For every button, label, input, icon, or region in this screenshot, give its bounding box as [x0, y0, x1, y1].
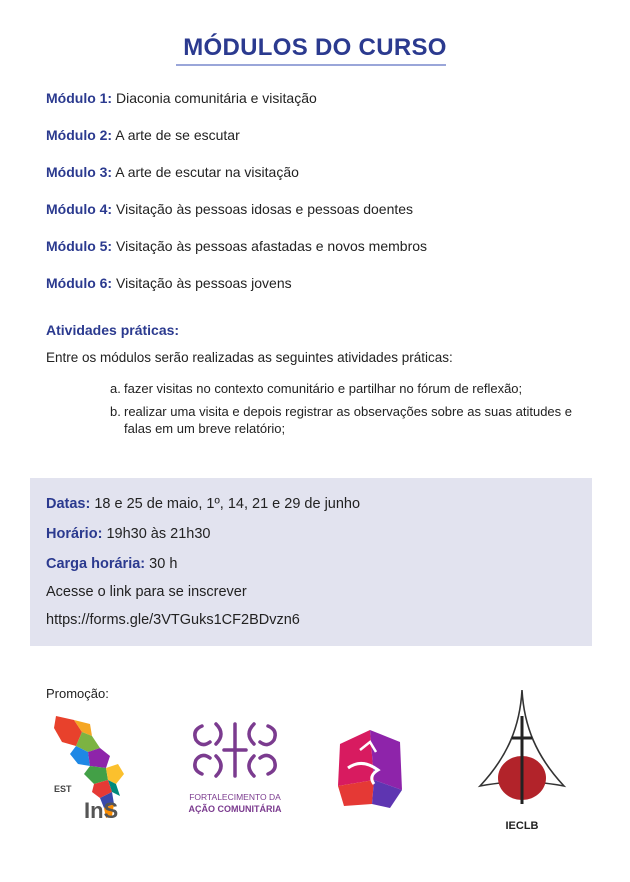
module-label: Módulo 6: [46, 275, 113, 291]
module-text: A arte de escutar na visitação [115, 164, 299, 180]
time-label: Horário: [46, 526, 103, 542]
ieclb-logo [472, 686, 572, 836]
time-line [46, 526, 210, 542]
module-list [46, 88, 606, 310]
signup-text: Acesse o link para se inscrever [46, 584, 247, 600]
module-text: Visitação às pessoas idosas e pessoas doentes [116, 201, 414, 217]
signup-link[interactable]: https://forms.gle/3VTGuks1CF2BDvzn6 [46, 612, 300, 628]
activities-list [110, 380, 590, 443]
module-text: Diaconia comunitária e visitação [116, 90, 317, 106]
dates-label: Datas: [46, 496, 91, 512]
ins-logo [48, 712, 158, 832]
module-item [46, 88, 606, 125]
activity-text: realizar uma visita e depois registrar as observações sobre as suas atitudes e falas em um breve relatório; [124, 404, 572, 436]
module-item [46, 125, 606, 162]
module-label: Módulo 3: [46, 164, 113, 180]
promo-label: Promoção: [46, 686, 109, 701]
hours-line [46, 556, 177, 572]
activity-item [110, 403, 590, 437]
module-item [46, 199, 606, 236]
activity-item [110, 380, 590, 397]
fortalecimento-icon [180, 718, 290, 782]
ieclb-text: IECLB [505, 820, 539, 832]
hours-label: Carga horária: [46, 556, 146, 572]
module-item [46, 273, 606, 310]
hours-value: 30 h [149, 556, 178, 572]
module-label: Módulo 5: [46, 238, 113, 254]
fortalecimento-logo [180, 718, 290, 828]
module-label: Módulo 4: [46, 201, 113, 217]
ins-name-text: InS [84, 798, 119, 823]
module-item [46, 162, 606, 199]
activity-text: fazer visitas no contexto comunitário e partilhar no fórum de reflexão; [124, 381, 523, 396]
activity-letter: a. [110, 381, 121, 396]
emblem-icon [330, 720, 410, 810]
dates-line [46, 496, 360, 512]
info-box [30, 478, 592, 646]
activities-intro: Entre os módulos serão realizadas as seguintes atividades práticas: [46, 350, 453, 365]
ins-est-text: EST [54, 784, 72, 794]
module-label: Módulo 1: [46, 90, 113, 106]
page-title: MÓDULOS DO CURSO [183, 34, 447, 61]
fortalecimento-line1: FORTALECIMENTO DA [189, 792, 281, 802]
module-item [46, 236, 606, 273]
title-underline [176, 64, 446, 66]
module-text: A arte de se escutar [115, 127, 240, 143]
activity-letter: b. [110, 404, 121, 419]
fortalecimento-line2: AÇÃO COMUNITÁRIA [188, 804, 282, 814]
emblem-logo [330, 720, 410, 810]
module-text: Visitação às pessoas jovens [116, 275, 292, 291]
module-label: Módulo 2: [46, 127, 113, 143]
dates-value: 18 e 25 de maio, 1º, 14, 21 e 29 de junho [94, 496, 361, 512]
activities-title: Atividades práticas: [46, 322, 180, 338]
module-text: Visitação às pessoas afastadas e novos membros [116, 238, 428, 254]
ieclb-cross-icon [472, 686, 572, 814]
time-value: 19h30 às 21h30 [106, 526, 211, 542]
